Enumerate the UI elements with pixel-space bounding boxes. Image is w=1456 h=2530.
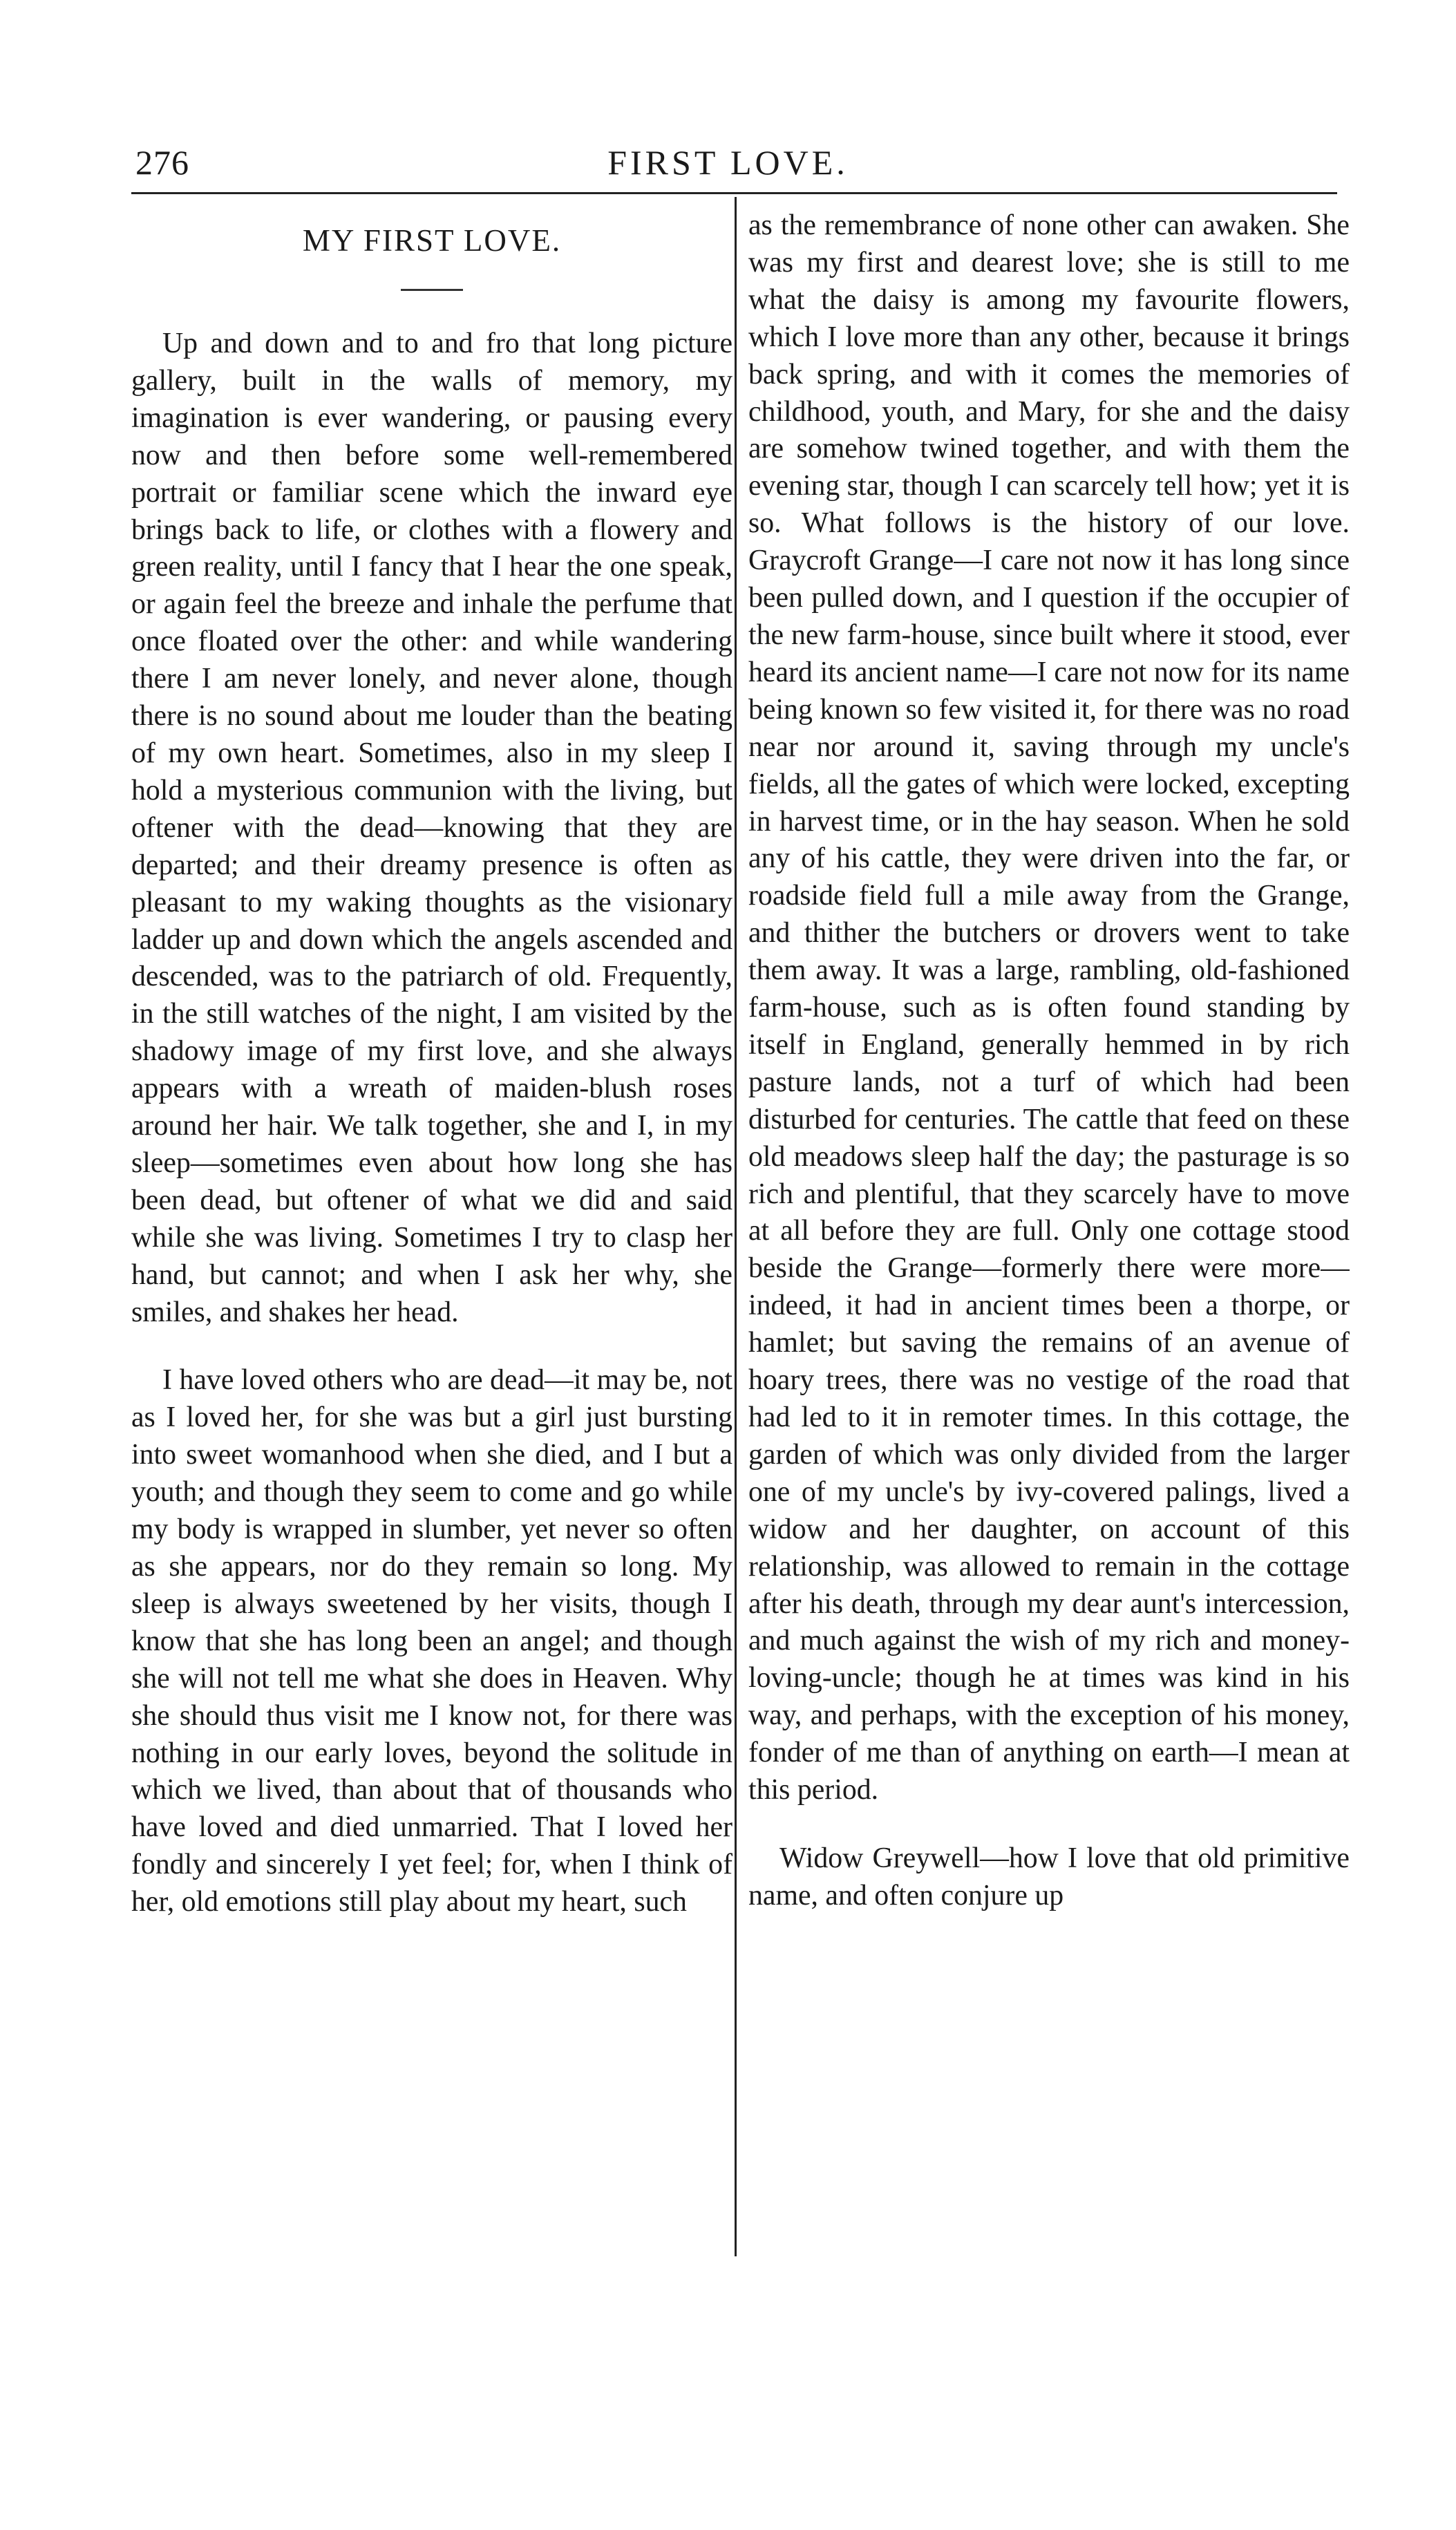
paragraph: I have loved others who are dead—it may be, not as I loved her, for she was but a girl just bursting into sweet womanhood when she died, and I but a youth; and though they seem to come and go while my body is wrapped in slumber, yet never so often as she appears, nor do they remain so long. My sleep is always sweetened by her visits, though I know that she has long been an angel; and though she will not tell me what she does in Heaven. Why she should thus visit me I know not, for there was nothing in our early loves, beyond the solitude in which we lived, than about that of thousands who have loved and died unmarried. That I loved her fondly and sincerely I yet feel; for, when I think of her, old emotions still play about my heart, such — [131, 1364, 732, 1918]
article-title: MY FIRST LOVE. — [302, 223, 562, 258]
paragraph: Up and down and to and fro that long picture gallery, built in the walls of memory, my imagination is ever wandering, or pausing every now and then before some well-remembered portrait or familiar scene which the inward eye brings back to life, or clothes with a flowery and green reality, until I fancy that I hear the one speak, or again feel the breeze and inhale the perfume that once floated over the other: and while wandering there I am never lonely, and never alone, though there is no sound about me louder than the beating of my own heart. Sometimes, also in my sleep I hold a mysterious communion with the living, but oftener with the dead—knowing that they are departed; and their dreamy presence is often as pleasant to my waking thoughts as the visionary ladder up and down which the angels ascended and descended, was to the patriarch of old. Frequently, in the still watches of the night, I am visited by the shadowy image of my first love, and she always appears with a wreath of maiden-blush roses around her hair. We talk together, she and I, in my sleep—sometimes even about how long she has been dead, but oftener of what we did and said while she was living. Sometimes I try to clasp her hand, but cannot; and when I ask her why, she smiles, and shakes her head. — [131, 328, 732, 1328]
running-title: FIRST LOVE. — [607, 143, 849, 182]
header-rule — [131, 192, 1337, 194]
right-column — [748, 207, 1350, 2253]
page-number: 276 — [135, 143, 189, 182]
left-column — [131, 207, 732, 2253]
column-divider — [735, 197, 737, 2256]
paragraph: as the remembrance of none other can awaken. She was my first and dearest love; she is still to me what the daisy is among my favourite flowers, which I love more than any other, because it brings back spring, and with it comes the memories of childhood, youth, and Mary, for she and the daisy are somehow twined together, and with them the evening star, though I can scarcely tell how; yet it is so. What follows is the history of our love. Graycroft Grange—I care not now it has long since been pulled down, and I question if the occupier of the new farm-house, since built where it stood, ever heard its ancient name—I care not now for its name being known so few visited it, for there was no road near nor around it, saving through my uncle's fields, all the gates of which were locked, excepting in harvest time, or in the hay season. When he sold any of his cattle, they were driven into the far, or roadside field full a mile away from the Grange, and thither the butchers or drovers went to take them away. It was a large, rambling, old-fashioned farm-house, such as is often found standing by itself in England, generally hemmed in by rich pasture lands, not a turf of which had been disturbed for centuries. The cattle that feed on these old meadows sleep half the day; the pasturage is so rich and plentiful, that they scarcely have to move at all before they are full. Only one cottage stood beside the Grange—formerly there were more—indeed, it had in ancient times been a thorpe, or hamlet; but saving the remains of an avenue of hoary trees, there was no vestige of the road that had led to it in remoter times. In this cottage, the garden of which was only divided from the larger one of my uncle's by ivy-covered palings, lived a widow and her daughter, on account of this relationship, was allowed to remain in the cottage after his death, through my dear aunt's intercession, and much against the wish of my rich and money-loving-uncle; though he at times was kind in his way, and perhaps, with the exception of his money, fonder of me than of anything on earth—I mean at this period. — [748, 209, 1350, 1806]
paragraph: Widow Greywell—how I love that old primitive name, and often conjure up — [748, 1842, 1350, 1911]
title-rule — [401, 289, 463, 291]
